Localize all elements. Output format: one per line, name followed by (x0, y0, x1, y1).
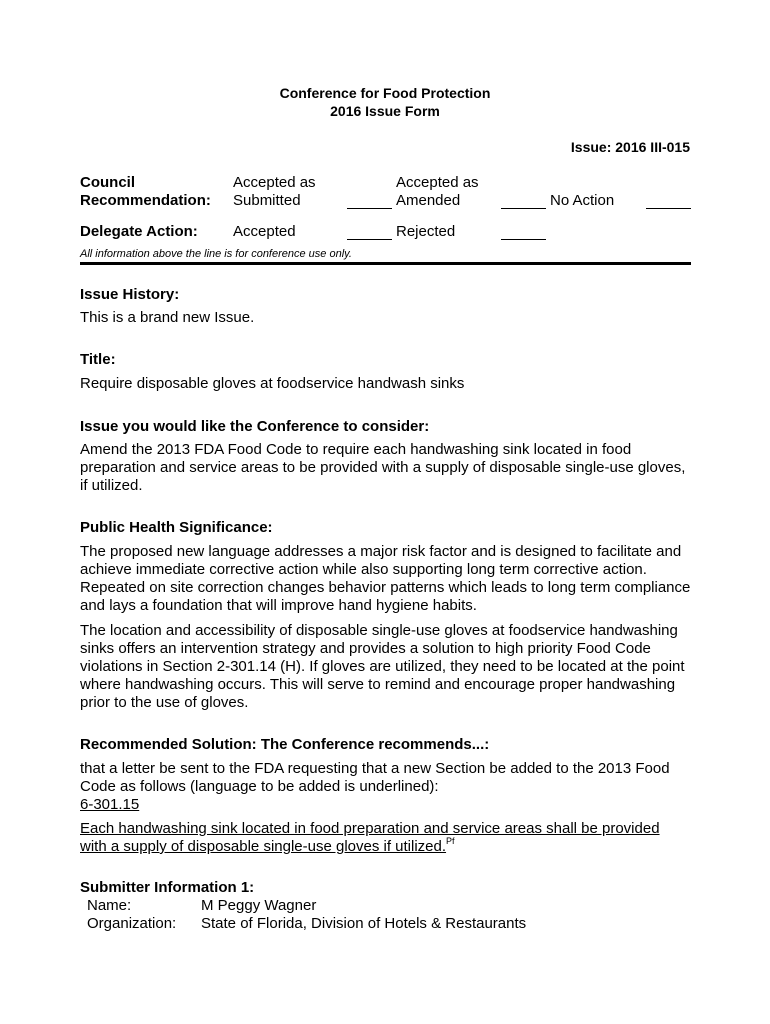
submitter-org-label: Organization: (87, 915, 177, 932)
accepted-as-amended-line2: Amended (396, 192, 461, 209)
accepted-as-amended-line1: Accepted as (396, 174, 479, 191)
public-health-para1: The proposed new language addresses a major risk factor and is designed to facilitate and achieve immediate corrective action while also supporting long term corrective action. Repeated on site correction changes behavior patterns which leads to long term compliance and lays a foundation that will improve hand hygiene habits. (80, 543, 691, 614)
title-heading: Title: (80, 351, 116, 368)
submitter-org-value: State of Florida, Division of Hotels & Restaurants (201, 915, 527, 932)
council-label-line2: Recommendation: (80, 192, 211, 209)
no-action-blank[interactable] (646, 208, 691, 209)
delegate-rejected-label: Rejected (396, 223, 456, 240)
code-section-number: 6-301.15 (80, 796, 140, 813)
delegate-accepted-label: Accepted (233, 223, 296, 240)
submitter-name-value: M Peggy Wagner (201, 897, 317, 914)
no-action-label: No Action (550, 192, 615, 209)
priority-foundation-mark: Pf (446, 836, 455, 846)
submitter-heading: Submitter Information 1: (80, 879, 255, 896)
issue-history-heading: Issue History: (80, 286, 180, 303)
proposed-code-text: Each handwashing sink located in food preparation and service areas shall be provided with a supply of disposable single-use gloves if utilized. (80, 820, 660, 855)
proposed-code-language (80, 820, 680, 856)
title-text: Require disposable gloves at foodservice handwash sinks (80, 375, 465, 392)
council-label-line1: Council (80, 174, 135, 191)
accepted-as-submitted-blank[interactable] (347, 208, 392, 209)
recommended-heading: Recommended Solution: The Conference recommends...: (80, 736, 490, 753)
recommended-text: that a letter be sent to the FDA requesting that a new Section be added to the 2013 Food Code as follows (language to be added is underlined): (80, 760, 670, 795)
conference-use-note: All information above the line is for conference use only. (80, 248, 352, 260)
issue-number: Issue: 2016 III-015 (570, 139, 690, 155)
public-health-heading: Public Health Significance: (80, 519, 273, 536)
form-title: Conference for Food Protection (279, 85, 491, 101)
submitter-name-label: Name: (87, 897, 132, 914)
divider-line (80, 262, 691, 265)
consider-heading: Issue you would like the Conference to consider: (80, 418, 430, 435)
form-subtitle: 2016 Issue Form (330, 103, 440, 119)
delegate-action-label: Delegate Action: (80, 223, 198, 240)
public-health-para2: The location and accessibility of disposable single-use gloves at foodservice handwashing sinks offers an intervention strategy and provides a solution to high priority Food Code violations in Section 2-301.14 (H). If gloves are utilized, they need to be located at the point where handwashing occurs. This will serve to remind and encourage proper handwashing prior to the use of gloves. (80, 622, 685, 711)
consider-text: Amend the 2013 FDA Food Code to require each handwashing sink located in food preparation and service areas to be provided with a supply of disposable single-use gloves, if utilized. (80, 441, 686, 494)
delegate-accepted-blank[interactable] (347, 239, 392, 240)
accepted-as-submitted-line1: Accepted as (233, 174, 316, 191)
issue-history-text: This is a brand new Issue. (80, 309, 255, 326)
accepted-as-amended-blank[interactable] (501, 208, 546, 209)
accepted-as-submitted-line2: Submitted (233, 192, 301, 209)
delegate-rejected-blank[interactable] (501, 239, 546, 240)
